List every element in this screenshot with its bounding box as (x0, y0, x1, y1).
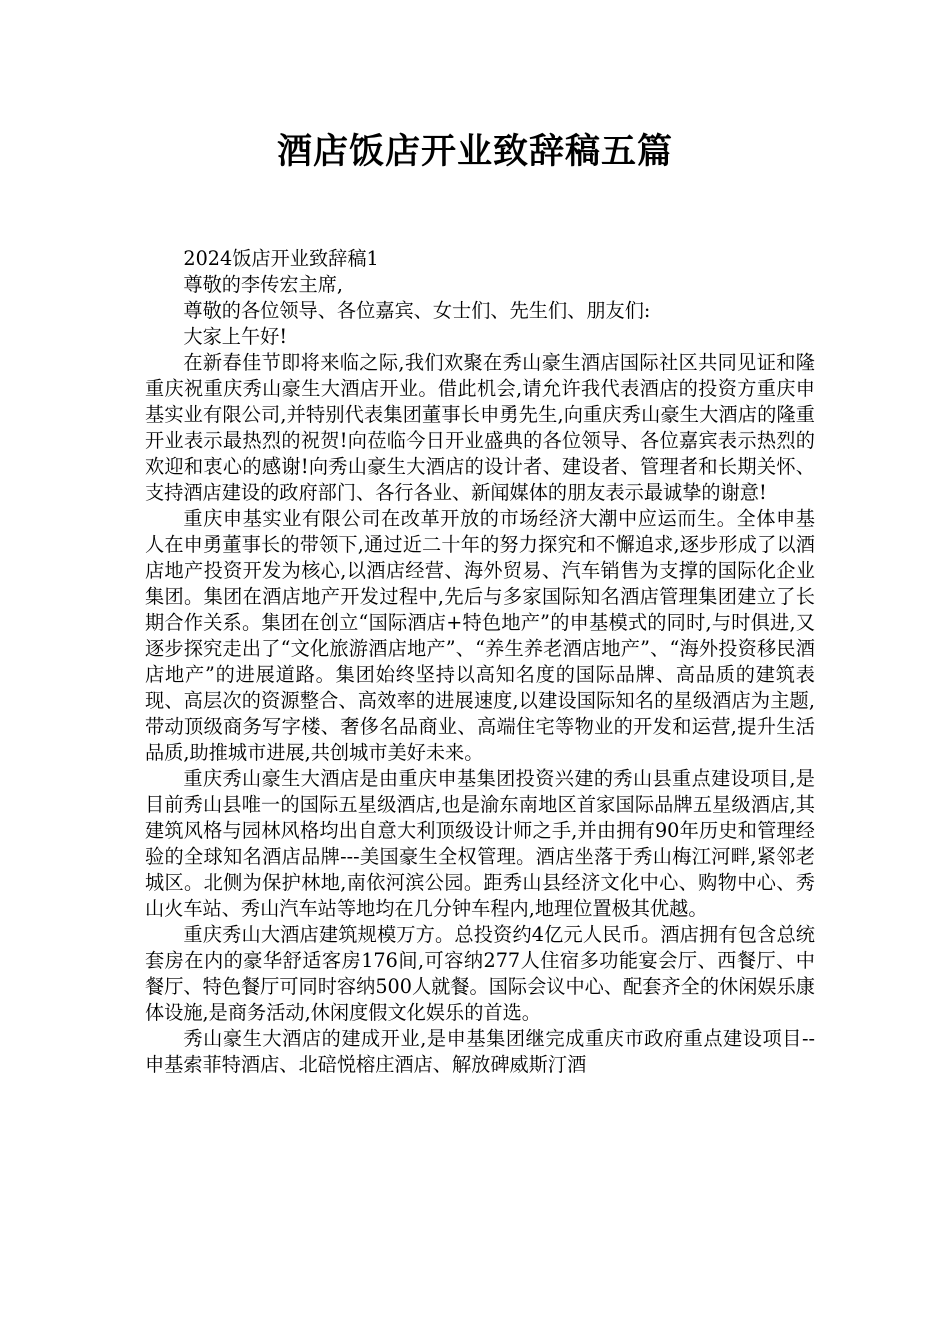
body-paragraph: 秀山豪生大酒店的建成开业,是申基集团继完成重庆市政府重点建设项目--申基索菲特酒店、北碚悦榕庄酒店、解放碑威斯汀酒 (145, 1027, 815, 1076)
salutation-line: 尊敬的李传宏主席, (183, 273, 343, 296)
document-body (145, 246, 815, 1078)
body-paragraph: 重庆秀山大酒店建筑规模万方。总投资约4亿元人民币。酒店拥有包含总统套房在内的豪华舒适客房176间,可容纳277人住宿多功能宴会厅、西餐厅、中餐厅、特色餐厅可同时容纳500人就餐。国际会议中心、配套齐全的休闲娱乐康体设施,是商务活动,休闲度假文化娱乐的首选。 (145, 923, 815, 1024)
greeting-line: 大家上午好! (183, 325, 288, 348)
body-paragraph: 在新春佳节即将来临之际,我们欢聚在秀山豪生酒店国际社区共同见证和隆重庆祝重庆秀山豪生大酒店开业。借此机会,请允许我代表酒店的投资方重庆申基实业有限公司,并特别代表集团董事长申勇先生,向重庆秀山豪生大酒店的隆重开业表示最热烈的祝贺!向莅临今日开业盛典的各位领导、各位嘉宾表示热烈的欢迎和衷心的感谢!向秀山豪生大酒店的设计者、建设者、管理者和长期关怀、支持酒店建设的政府部门、各行各业、新闻媒体的朋友表示最诚挚的谢意! (145, 351, 815, 504)
body-paragraph: 重庆申基实业有限公司在改革开放的市场经济大潮中应运而生。全体申基人在申勇董事长的带领下,通过近二十年的努力探究和不懈追求,逐步形成了以酒店地产投资开发为核心,以酒店经营、海外贸易、汽车销售为支撑的国际化企业集团。集团在酒店地产开发过程中,先后与多家国际知名酒店管理集团建立了长期合作关系。集团在创立“国际酒店+特色地产”的申基模式的同时,与时俱进,又逐步探究走出了“文化旅游酒店地产”、“养生养老酒店地产”、“海外投资移民酒店地产”的进展道路。集团始终坚持以高知名度的国际品牌、高品质的建筑表现、高层次的资源整合、高效率的进展速度,以建设国际知名的星级酒店为主题,带动顶级商务写字楼、奢侈名品商业、高端住宅等物业的开发和运营,提升生活品质,助推城市进展,共创城市美好未来。 (145, 507, 815, 764)
body-paragraph: 重庆秀山豪生大酒店是由重庆申基集团投资兴建的秀山县重点建设项目,是目前秀山县唯一的国际五星级酒店,也是渝东南地区首家国际品牌五星级酒店,其建筑风格与园林风格均出自意大利顶级设计师之手,并由拥有90年历史和管理经验的全球知名酒店品牌---美国豪生全权管理。酒店坐落于秀山梅江河畔,紧邻老城区。北侧为保护林地,南依河滨公园。距秀山县经济文化中心、购物中心、秀山火车站、秀山汽车站等地均在几分钟车程内,地理位置极其优越。 (145, 767, 815, 920)
salutation-line: 尊敬的各位领导、各位嘉宾、女士们、先生们、朋友们: (183, 299, 651, 322)
section-heading: 2024饭店开业致辞稿1 (183, 247, 379, 270)
document-title: 酒店饭店开业致辞稿五篇 (276, 132, 673, 172)
